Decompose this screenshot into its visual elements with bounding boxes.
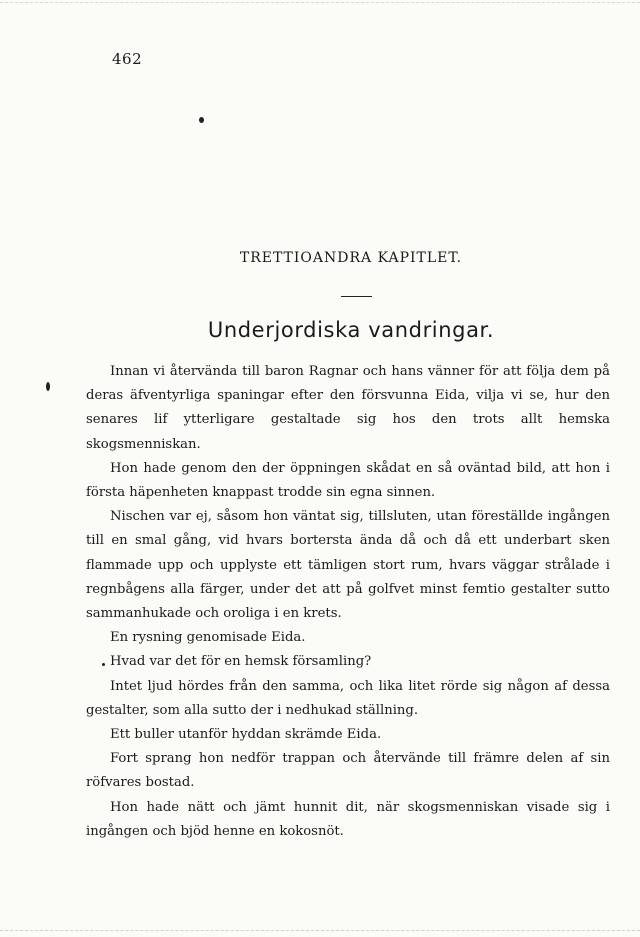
paragraph: Hon hade genom den der öppningen skådat en så oväntad bild, att hon i första häpenheten knappast trodde sin egna sinnen. [86,460,610,501]
page-bottom-edge [0,930,640,931]
ink-speck [199,117,204,123]
page-number: 462 [112,50,143,68]
paragraph: Ett buller utanför hyddan skrämde Eida. [110,727,382,743]
paragraph: Innan vi återvända till baron Ragnar och hans vänner för att följa dem på deras äfventyrliga spaningar efter den försvunna Eida, vilja vi se, hur den senares lif ytterligare gestaltade sig hos den trots allt hemska skogsmenniskan. [86,364,610,452]
body-text [86,360,610,844]
paragraph: Fort sprang hon nedför trappan och återvände till främre delen af sin röfvares bostad. [86,751,610,791]
paragraph: Nischen var ej, såsom hon väntat sig, tillsluten, utan föreställde ingången till en smal gång, vid hvars bortersta ända då och då ett underbart sken flammade upp och upplyste ett tämligen stort rum, hvars väggar strålade i regnbågens alla färger, under det att på golfvet minst femtio gestalter sutto sammanhukade och oroliga i en krets. [86,509,610,622]
paragraph: Intet ljud hördes från den samma, och lika litet rörde sig någon af dessa gestalter, som alla sutto der i nedhukad ställning. [86,678,610,718]
paragraph: En rysning genomisade Eida. [110,630,306,646]
paragraph: Hvad var det för en hemsk församling? [110,654,372,670]
ink-speck [46,382,50,391]
page-top-edge [0,2,640,3]
heading-divider [341,296,372,297]
paragraph: Hon hade nätt och jämt hunnit dit, när skogsmenniskan visade sig i ingången och bjöd henne en kokosnöt. [86,799,610,839]
chapter-title: Underjordiska vandringar. [207,318,495,342]
chapter-heading: TRETTIOANDRA KAPITLET. [239,250,463,266]
